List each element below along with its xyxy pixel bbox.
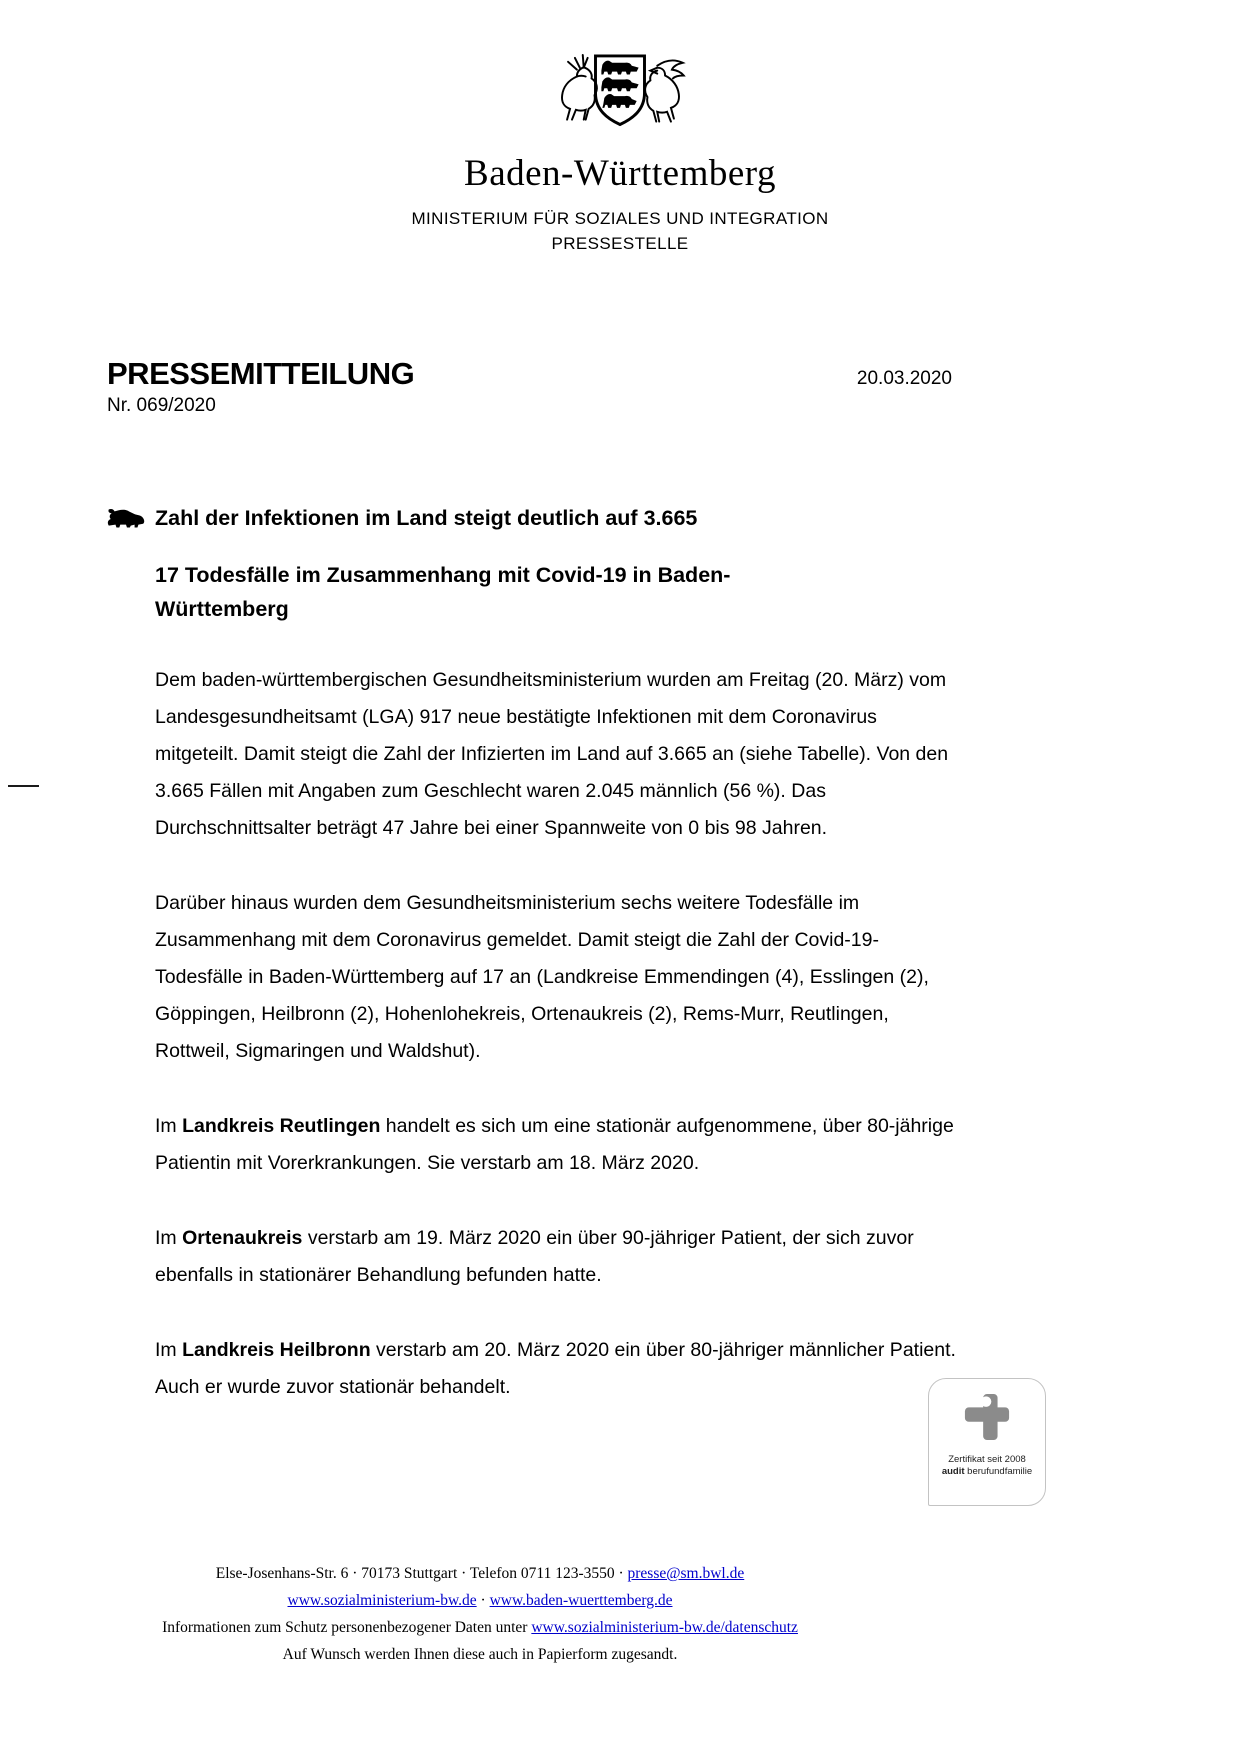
letterhead bbox=[0, 52, 1240, 254]
body-paragraphs bbox=[155, 662, 960, 1406]
footer-line bbox=[95, 1641, 865, 1668]
footer-line bbox=[95, 1614, 865, 1641]
state-name: Baden-Württemberg bbox=[464, 153, 776, 194]
press-meta-row bbox=[107, 356, 952, 392]
document-type-title: PRESSEMITTEILUNG bbox=[107, 356, 415, 391]
bw-lion-icon bbox=[105, 507, 147, 529]
audit-berufundfamilie-logo-icon bbox=[963, 1391, 1011, 1443]
footer-text: Auf Wunsch werden Ihnen diese auch in Papierform zugesandt. bbox=[282, 1646, 678, 1663]
subheadline: 17 Todesfälle im Zusammenhang mit Covid-19 in Baden-Württemberg bbox=[155, 563, 731, 621]
headline bbox=[155, 505, 960, 531]
coat-of-arms-icon bbox=[540, 52, 700, 150]
footer-text: Informationen zum Schutz personenbezogener Daten unter bbox=[162, 1619, 532, 1636]
body-paragraph: Darüber hinaus wurden dem Gesundheitsministerium sechs weitere Todesfälle im Zusammenhang mit dem Coronavirus gemeldet. Damit steigt die Zahl der Covid-19-Todesfälle in Baden-Württemberg auf 17 an (Landkreise Emmendingen (4), Esslingen (2), Göppingen, Heilbronn (2), Hohenlohekreis, Ortenaukreis (2), Rems-Murr, Reutlingen, Rottweil, Sigmaringen und Waldshut). bbox=[155, 892, 929, 1062]
footer-link[interactable]: www.baden-wuerttemberg.de bbox=[489, 1592, 673, 1609]
footer-contact-block bbox=[95, 1560, 865, 1668]
release-date: 20.03.2020 bbox=[856, 368, 952, 389]
footer-line bbox=[95, 1587, 865, 1614]
body-paragraph: Im Landkreis Heilbronn verstarb am 20. März 2020 ein über 80-jähriger männlicher Patient. Auch er wurde zuvor stationär behandelt. bbox=[155, 1339, 956, 1398]
footer-link[interactable]: presse@sm.bwl.de bbox=[627, 1565, 745, 1582]
ministry-name: MINISTERIUM FÜR SOZIALES UND INTEGRATION bbox=[411, 209, 829, 228]
footer-text: · bbox=[476, 1592, 490, 1609]
certificate-since-label: Zertifikat seit 2008 bbox=[948, 1454, 1026, 1465]
certificate-badge bbox=[928, 1378, 1046, 1506]
footer-link[interactable]: www.sozialministerium-bw.de/datenschutz bbox=[531, 1619, 798, 1636]
release-number: Nr. 069/2020 bbox=[107, 395, 216, 416]
body-paragraph: Im Landkreis Reutlingen handelt es sich um eine stationär aufgenommene, über 80-jährige Patientin mit Vorerkrankungen. Sie verstarb am 18. März 2020. bbox=[155, 1115, 954, 1174]
headline-text: Zahl der Infektionen im Land steigt deutlich auf 3.665 bbox=[155, 506, 698, 530]
footer-line bbox=[95, 1560, 865, 1587]
certificate-brand-label: audit berufundfamilie bbox=[941, 1466, 1033, 1477]
footer-text: Else-Josenhans-Str. 6 · 70173 Stuttgart · Telefon 0711 123-3550 · bbox=[215, 1565, 628, 1582]
footer-link[interactable]: www.sozialministerium-bw.de bbox=[287, 1592, 477, 1609]
fold-mark bbox=[8, 785, 39, 787]
press-office-label: PRESSESTELLE bbox=[551, 234, 689, 253]
press-release-body bbox=[155, 505, 960, 1406]
body-paragraph: Im Ortenaukreis verstarb am 19. März 2020 ein über 90-jähriger Patient, der sich zuvor ebenfalls in stationärer Behandlung befunden hatte. bbox=[155, 1227, 914, 1286]
body-paragraph: Dem baden-württembergischen Gesundheitsministerium wurden am Freitag (20. März) vom Landesgesundheitsamt (LGA) 917 neue bestätigte Infektionen mit dem Coronavirus mitgeteilt. Damit steigt die Zahl der Infizierten im Land auf 3.665 an (siehe Tabelle). Von den 3.665 Fällen mit Angaben zum Geschlecht waren 2.045 männlich (56 %). Das Durchschnittsalter beträgt 47 Jahre bei einer Spannweite von 0 bis 98 Jahren. bbox=[155, 669, 949, 839]
